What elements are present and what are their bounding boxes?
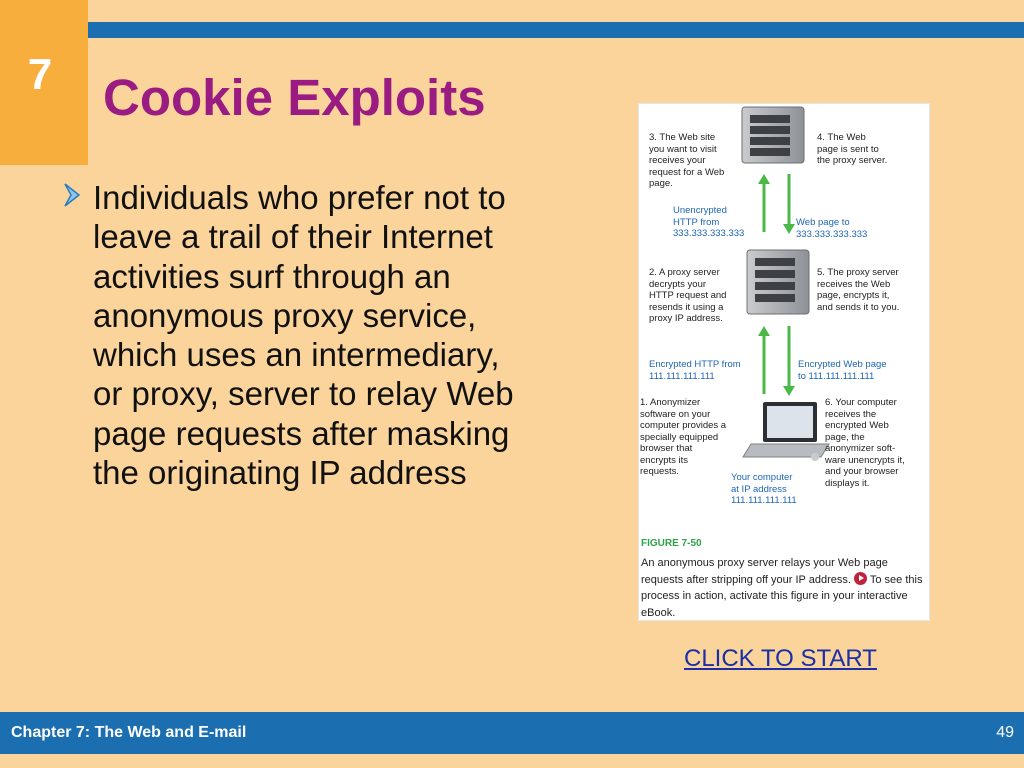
top-accent-bar bbox=[0, 22, 1024, 38]
bullet-arrow-icon bbox=[62, 180, 82, 210]
chapter-number: 7 bbox=[27, 50, 53, 99]
encrypted-http-label: Encrypted HTTP from 111.111.111.111 bbox=[649, 359, 741, 382]
arrow-up-bottom bbox=[758, 326, 770, 394]
figure-proxy-diagram bbox=[638, 103, 930, 621]
chapter-badge bbox=[0, 0, 88, 165]
click-to-start-link[interactable]: CLICK TO START bbox=[684, 645, 877, 672]
webpage-to-label: Web page to 333.333.333.333 bbox=[796, 217, 868, 240]
figure-label: FIGURE 7-50 bbox=[641, 538, 702, 549]
caption-part1: An anonymous proxy server relays your Web page requests after stripping off your IP address. bbox=[641, 557, 888, 586]
footer-chapter-label: Chapter 7: The Web and E-mail bbox=[11, 724, 247, 741]
laptop-icon bbox=[743, 402, 829, 461]
slide-title: Cookie Exploits bbox=[103, 69, 486, 126]
server-icon bbox=[742, 107, 804, 163]
step5-text: 5. The proxy server receives the Web page, encrypts it, and sends it to you. bbox=[817, 267, 900, 313]
arrow-up-top bbox=[758, 174, 770, 232]
proxy-server-icon bbox=[747, 250, 809, 314]
bullet-text: Individuals who prefer not to leave a trail of their Internet activities surf through an anonymous proxy service, which uses an intermediary, or proxy, server to relay Web page requests after masking the originating IP address bbox=[93, 179, 514, 492]
step4-text: 4. The Web page is sent to the proxy server. bbox=[817, 132, 888, 166]
step6-text: 6. Your computer receives the encrypted Web page, the anonymizer soft- ware unencrypts it, and your browser displays it. bbox=[825, 397, 905, 489]
step1-text: 1. Anonymizer software on your computer provides a specially equipped browser that encrypts its requests. bbox=[640, 397, 727, 477]
caption-part2: To see this process in action, activate this figure in your interactive eBook. bbox=[641, 573, 923, 619]
figure-caption bbox=[641, 555, 929, 621]
play-icon[interactable] bbox=[854, 572, 867, 585]
arrow-down-top bbox=[783, 174, 795, 234]
encrypted-page-label: Encrypted Web page to 111.111.111.111 bbox=[798, 359, 887, 382]
step3-text: 3. The Web site you want to visit receives your request for a Web page. bbox=[649, 132, 725, 189]
arrow-down-bottom bbox=[783, 326, 795, 396]
footer-bar bbox=[0, 712, 1024, 754]
computer-ip-label: Your computer at IP address 111.111.111.111 bbox=[731, 472, 797, 506]
page-number: 49 bbox=[996, 724, 1014, 741]
unencrypted-label: Unencrypted HTTP from 333.333.333.333 bbox=[673, 205, 745, 239]
step2-text: 2. A proxy server decrypts your HTTP request and resends it using a proxy IP address. bbox=[649, 267, 727, 324]
